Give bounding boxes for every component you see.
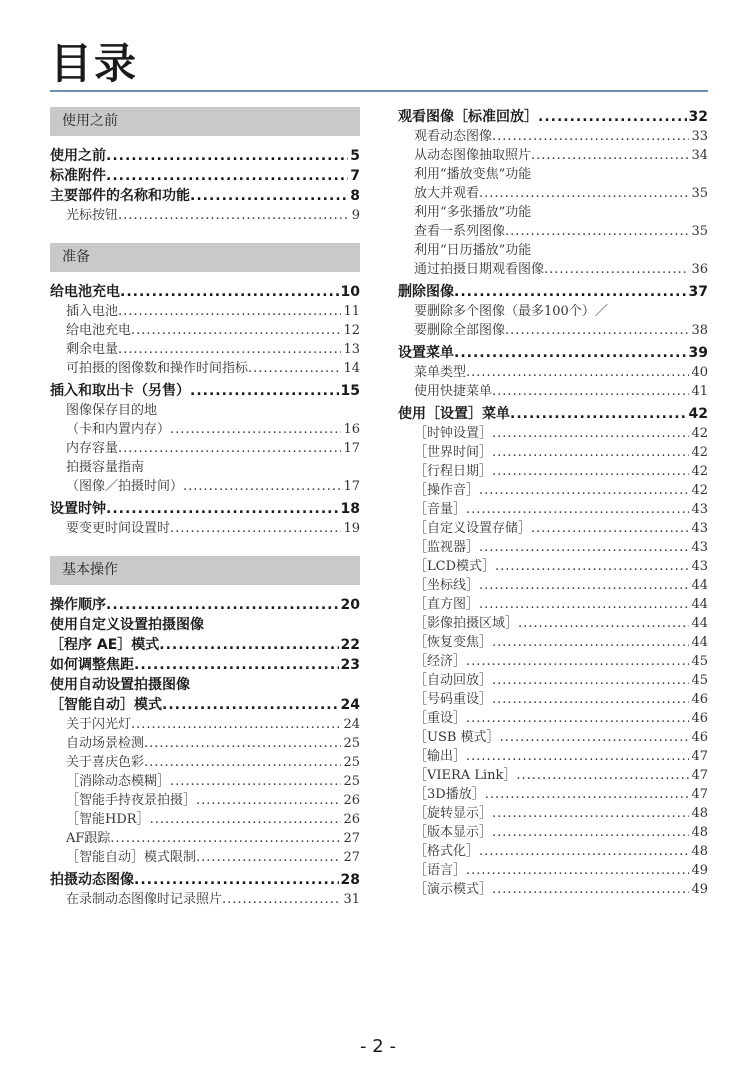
toc-page-number: 42: [691, 426, 708, 441]
toc-page-number: 26: [343, 812, 360, 827]
toc-entry-title: 查看一系列图像: [414, 224, 506, 239]
toc-entry-title: 插入和取出卡（另售）: [50, 383, 190, 399]
toc-entry-title: ［旋转显示］: [414, 806, 493, 821]
toc-entry[interactable]: [398, 343, 708, 363]
toc-entry-title: 删除图像: [398, 284, 454, 300]
toc-page-number: 8: [350, 188, 360, 204]
dot-leader: [479, 184, 689, 203]
toc-page-number: 22: [340, 637, 360, 653]
toc-entry-title: ［版本显示］: [414, 825, 493, 840]
toc-page-number: 35: [691, 224, 708, 239]
toc-entry-title: 拍摄容量指南: [66, 460, 145, 475]
dot-leader: [170, 772, 341, 791]
toc-page-number: 44: [691, 616, 708, 631]
toc-entry[interactable]: [50, 635, 360, 655]
toc-entry-title: ［经济］: [414, 654, 467, 669]
toc-entry-title: ［语言］: [414, 863, 467, 878]
dot-leader: [118, 206, 350, 225]
dot-leader: [183, 477, 341, 496]
toc-entry-title: （卡和内置内存）: [66, 422, 171, 437]
toc-entry-title: 使用自定义设置拍摄图像: [50, 617, 204, 633]
toc-entry-title: 如何调整焦距: [50, 657, 134, 673]
toc-subentry[interactable]: [398, 842, 708, 861]
toc-subentry[interactable]: [398, 241, 708, 260]
dot-leader: [531, 519, 689, 538]
toc-subentry[interactable]: [398, 321, 708, 340]
toc-page-number: 45: [691, 654, 708, 669]
toc-subentry[interactable]: [398, 557, 708, 576]
toc-entry-title: 给电池充电: [66, 323, 132, 338]
dot-leader: [134, 655, 339, 675]
dot-leader: [118, 439, 341, 458]
toc-page-number: 24: [340, 697, 360, 713]
toc-page-number: 5: [350, 148, 360, 164]
toc-page-number: 47: [691, 768, 708, 783]
toc-entry-title: ［智能自动］模式限制: [66, 850, 197, 865]
toc-entry-title: ［操作音］: [414, 483, 480, 498]
toc-page-number: 46: [691, 730, 708, 745]
toc-page-number: 13: [343, 342, 360, 357]
dot-leader: [479, 576, 689, 595]
dot-leader: [466, 652, 689, 671]
toc-entry-title: ［消除动态模糊］: [66, 774, 171, 789]
toc-entry-title: 利用“播放变焦”功能: [414, 167, 532, 182]
toc-entry-title: ［USB 模式］: [414, 730, 500, 745]
dot-leader: [134, 870, 339, 890]
toc-page-number: 9: [351, 208, 360, 223]
toc-subentry[interactable]: [398, 633, 708, 652]
toc-subentry[interactable]: [50, 439, 360, 458]
dot-leader: [479, 595, 689, 614]
title-divider: [50, 90, 708, 92]
dot-leader: [131, 321, 341, 340]
toc-entry-title: 内存容量: [66, 441, 119, 456]
toc-page-number: 10: [340, 284, 360, 300]
toc-subentry[interactable]: [50, 477, 360, 496]
dot-leader: [106, 595, 339, 615]
section-heading: 准备: [50, 243, 360, 272]
toc-left-column: [50, 107, 360, 909]
toc-entry-title: ［监视器］: [414, 540, 480, 555]
toc-subentry[interactable]: [398, 804, 708, 823]
toc-entry-title: 图像保存目的地: [66, 403, 158, 418]
dot-leader: [466, 500, 689, 519]
dot-leader: [492, 462, 689, 481]
dot-leader: [150, 810, 342, 829]
dot-leader: [505, 321, 689, 340]
toc-subentry[interactable]: [50, 302, 360, 321]
toc-subentry[interactable]: [398, 595, 708, 614]
toc-entry-title: 利用“日历播放”功能: [414, 243, 532, 258]
toc-subentry[interactable]: [50, 206, 360, 225]
dot-leader: [144, 734, 341, 753]
toc-entry-title: ［智能HDR］: [66, 812, 150, 827]
toc-entry-title: ［行程日期］: [414, 464, 493, 479]
toc-subentry[interactable]: [398, 500, 708, 519]
toc-entry-title: 使用快捷菜单: [414, 384, 493, 399]
toc-page-number: 15: [340, 383, 360, 399]
toc-page-number: 20: [340, 597, 360, 613]
dot-leader: [106, 146, 348, 166]
toc-entry[interactable]: [50, 655, 360, 675]
toc-subentry[interactable]: [50, 848, 360, 867]
dot-leader: [538, 107, 687, 127]
toc-page-number: 27: [343, 850, 360, 865]
dot-leader: [196, 848, 341, 867]
toc-entry-title: ［坐标线］: [414, 578, 480, 593]
toc-entry[interactable]: [398, 404, 708, 424]
toc-subentry[interactable]: [50, 340, 360, 359]
toc-subentry[interactable]: [50, 772, 360, 791]
toc-page-number: 42: [691, 483, 708, 498]
toc-subentry[interactable]: [50, 753, 360, 772]
toc-entry-title: ［3D播放］: [414, 787, 485, 802]
dot-leader: [190, 186, 348, 206]
toc-entry-title: ［号码重设］: [414, 692, 493, 707]
toc-page-number: 12: [343, 323, 360, 338]
toc-subentry[interactable]: [398, 747, 708, 766]
dot-leader: [518, 614, 689, 633]
toc-page-number: 44: [691, 635, 708, 650]
toc-entry-title: 设置时钟: [50, 501, 106, 517]
toc-subentry[interactable]: [398, 880, 708, 899]
toc-entry-title: 要删除全部图像: [414, 323, 506, 338]
toc-entry[interactable]: [50, 499, 360, 519]
toc-entry-title: 从动态图像抽取照片: [414, 148, 532, 163]
toc-entry[interactable]: [50, 595, 360, 615]
toc-page-number: 19: [343, 521, 360, 536]
toc-subentry[interactable]: [398, 614, 708, 633]
toc-subentry[interactable]: [398, 671, 708, 690]
dot-leader: [492, 804, 689, 823]
toc-entry-title: 操作顺序: [50, 597, 106, 613]
toc-page-number: 42: [688, 406, 708, 422]
dot-leader: [162, 695, 339, 715]
toc-subentry[interactable]: [50, 458, 360, 477]
page-number: - 2 -: [360, 1036, 396, 1057]
toc-page-number: 25: [343, 774, 360, 789]
dot-leader: [495, 557, 689, 576]
toc-entry[interactable]: [50, 870, 360, 890]
toc-entry[interactable]: [50, 186, 360, 206]
toc-entry-title: 在录制动态图像时记录照片: [66, 892, 223, 907]
toc-right-column: [398, 107, 708, 899]
toc-page-number: 17: [343, 441, 360, 456]
toc-page-number: 42: [691, 464, 708, 479]
toc-page-number: 26: [343, 793, 360, 808]
toc-subentry[interactable]: [398, 519, 708, 538]
toc-subentry[interactable]: [398, 146, 708, 165]
dot-leader: [170, 420, 341, 439]
toc-subentry[interactable]: [398, 302, 708, 321]
toc-page-number: 49: [691, 863, 708, 878]
dot-leader: [492, 690, 689, 709]
toc-subentry[interactable]: [50, 519, 360, 538]
toc-subentry[interactable]: [50, 359, 360, 378]
dot-leader: [118, 340, 341, 359]
dot-leader: [485, 785, 690, 804]
toc-entry-title: 关于闪光灯: [66, 717, 132, 732]
toc-subentry[interactable]: [398, 823, 708, 842]
toc-entry-title: ［LCD模式］: [414, 559, 496, 574]
toc-page-number: 46: [691, 692, 708, 707]
toc-page-number: 28: [340, 872, 360, 888]
dot-leader: [466, 861, 689, 880]
dot-leader: [118, 302, 341, 321]
dot-leader: [466, 747, 689, 766]
toc-entry-title: 利用“多张播放”功能: [414, 205, 532, 220]
toc-entry[interactable]: [50, 381, 360, 401]
dot-leader: [492, 382, 689, 401]
toc-page-number: 25: [343, 736, 360, 751]
toc-subentry[interactable]: [398, 424, 708, 443]
toc-subentry[interactable]: [398, 538, 708, 557]
toc-subentry[interactable]: [398, 728, 708, 747]
toc-subentry[interactable]: [50, 401, 360, 420]
dot-leader: [492, 424, 689, 443]
dot-leader: [492, 823, 689, 842]
toc-entry-title: ［直方图］: [414, 597, 480, 612]
toc-entry-title: 给电池充电: [50, 284, 120, 300]
toc-entry[interactable]: [50, 615, 360, 635]
toc-page-number: 47: [691, 787, 708, 802]
toc-entry-title: ［音量］: [414, 502, 467, 517]
dot-leader: [248, 359, 341, 378]
dot-leader: [492, 443, 689, 462]
toc-page-number: 39: [688, 345, 708, 361]
toc-subentry[interactable]: [398, 785, 708, 804]
toc-page-number: 17: [343, 479, 360, 494]
toc-entry-title: ［重设］: [414, 711, 467, 726]
toc-entry-title: 主要部件的名称和功能: [50, 188, 190, 204]
toc-page-number: 27: [343, 831, 360, 846]
toc-entry-title: ［智能手持夜景拍摄］: [66, 793, 197, 808]
toc-subentry[interactable]: [398, 690, 708, 709]
toc-page-number: 45: [691, 673, 708, 688]
dot-leader: [492, 127, 689, 146]
toc-subentry[interactable]: [398, 652, 708, 671]
dot-leader: [516, 766, 689, 785]
toc-entry-title: 使用［设置］菜单: [398, 406, 510, 422]
toc-entry-title: 拍摄动态图像: [50, 872, 134, 888]
toc-entry-title: 使用之前: [50, 148, 106, 164]
dot-leader: [492, 633, 689, 652]
toc-entry-title: 光标按钮: [66, 208, 119, 223]
toc-subentry[interactable]: [398, 709, 708, 728]
toc-entry-title: 要变更时间设置时: [66, 521, 171, 536]
toc-subentry[interactable]: [398, 766, 708, 785]
dot-leader: [131, 715, 341, 734]
toc-subentry[interactable]: [50, 321, 360, 340]
toc-subentry[interactable]: [398, 382, 708, 401]
toc-page-number: 43: [691, 521, 708, 536]
toc-page-number: 7: [350, 168, 360, 184]
toc-entry-title: 要删除多个图像（最多100个）／: [414, 304, 608, 319]
dot-leader: [510, 404, 687, 424]
dot-leader: [110, 829, 341, 848]
toc-page-number: 38: [691, 323, 708, 338]
toc-entry-title: ［世界时间］: [414, 445, 493, 460]
toc-entry-title: 剩余电量: [66, 342, 119, 357]
toc-entry-title: 菜单类型: [414, 365, 467, 380]
toc-entry-title: ［智能自动］模式: [50, 697, 162, 713]
toc-page-number: 24: [343, 717, 360, 732]
toc-entry[interactable]: [50, 675, 360, 695]
toc-subentry[interactable]: [398, 576, 708, 595]
toc-entry-title: 自动场景检测: [66, 736, 145, 751]
toc-page-number: 11: [343, 304, 360, 319]
toc-page-number: 34: [691, 148, 708, 163]
toc-page-number: 49: [691, 882, 708, 897]
dot-leader: [479, 538, 689, 557]
toc-subentry[interactable]: [50, 890, 360, 909]
dot-leader: [531, 146, 689, 165]
toc-entry-title: 放大并观看: [414, 186, 480, 201]
toc-page-number: 37: [688, 284, 708, 300]
toc-entry[interactable]: [398, 107, 708, 127]
toc-subentry[interactable]: [50, 810, 360, 829]
toc-subentry[interactable]: [50, 791, 360, 810]
dot-leader: [466, 363, 689, 382]
toc-page-number: 16: [343, 422, 360, 437]
dot-leader: [196, 791, 341, 810]
dot-leader: [190, 381, 339, 401]
toc-entry-title: 观看图像［标准回放］: [398, 109, 538, 125]
dot-leader: [106, 499, 339, 519]
toc-page-number: 44: [691, 597, 708, 612]
dot-leader: [170, 519, 341, 538]
toc-subentry[interactable]: [398, 222, 708, 241]
toc-page-number: 43: [691, 540, 708, 555]
dot-leader: [466, 709, 689, 728]
dot-leader: [159, 635, 338, 655]
toc-page-number: 40: [691, 365, 708, 380]
toc-page-number: 47: [691, 749, 708, 764]
dot-leader: [505, 222, 689, 241]
dot-leader: [222, 890, 341, 909]
toc-page-number: 36: [691, 262, 708, 277]
toc-subentry[interactable]: [398, 443, 708, 462]
toc-page-number: 32: [688, 109, 708, 125]
toc-entry-title: ［程序 AE］模式: [50, 637, 160, 653]
toc-page-number: 23: [340, 657, 360, 673]
toc-entry[interactable]: [398, 282, 708, 302]
toc-subentry[interactable]: [50, 829, 360, 848]
toc-entry[interactable]: [50, 166, 360, 186]
page-title: 目录: [50, 39, 139, 88]
toc-page-number: 43: [691, 502, 708, 517]
toc-page-number: 43: [691, 559, 708, 574]
toc-subentry[interactable]: [50, 715, 360, 734]
dot-leader: [106, 166, 348, 186]
toc-subentry[interactable]: [398, 462, 708, 481]
toc-page-number: 48: [691, 825, 708, 840]
toc-entry-title: 通过拍摄日期观看图像: [414, 262, 545, 277]
section-heading: 基本操作: [50, 556, 360, 585]
toc-subentry[interactable]: [398, 481, 708, 500]
toc-entry-title: 插入电池: [66, 304, 119, 319]
toc-entry-title: ［输出］: [414, 749, 467, 764]
toc-page-number: 14: [343, 361, 360, 376]
toc-subentry[interactable]: [398, 127, 708, 146]
dot-leader: [454, 343, 687, 363]
dot-leader: [492, 671, 689, 690]
toc-entry-title: AF跟踪: [66, 831, 111, 846]
toc-page-number: 41: [691, 384, 708, 399]
toc-page-number: 35: [691, 186, 708, 201]
toc-page-number: 33: [691, 129, 708, 144]
toc-subentry[interactable]: [50, 420, 360, 439]
toc-subentry[interactable]: [398, 184, 708, 203]
toc-page-number: 46: [691, 711, 708, 726]
dot-leader: [144, 753, 341, 772]
toc-subentry[interactable]: [398, 260, 708, 279]
toc-entry-title: ［演示模式］: [414, 882, 493, 897]
dot-leader: [500, 728, 690, 747]
toc-entry-title: ［VIERA Link］: [414, 768, 517, 783]
toc-entry-title: 观看动态图像: [414, 129, 493, 144]
toc-entry-title: 设置菜单: [398, 345, 454, 361]
dot-leader: [454, 282, 687, 302]
toc-entry-title: 使用自动设置拍摄图像: [50, 677, 190, 693]
toc-subentry[interactable]: [398, 165, 708, 184]
dot-leader: [479, 481, 689, 500]
toc-page-number: 48: [691, 806, 708, 821]
toc-page-number: 48: [691, 844, 708, 859]
dot-leader: [492, 880, 689, 899]
dot-leader: [120, 282, 339, 302]
toc-entry[interactable]: [50, 695, 360, 715]
toc-entry-title: 可拍摄的图像数和操作时间指标: [66, 361, 249, 376]
toc-entry[interactable]: [50, 282, 360, 302]
toc-entry-title: ［自定义设置存储］: [414, 521, 532, 536]
toc-entry-title: ［时钟设置］: [414, 426, 493, 441]
toc-entry-title: ［恢复变焦］: [414, 635, 493, 650]
toc-entry-title: ［格式化］: [414, 844, 480, 859]
dot-leader: [479, 842, 689, 861]
toc-page-number: 25: [343, 755, 360, 770]
toc-page-number: 44: [691, 578, 708, 593]
toc-subentry[interactable]: [398, 203, 708, 222]
toc-page-number: 18: [340, 501, 360, 517]
toc-page-number: 31: [343, 892, 360, 907]
dot-leader: [544, 260, 689, 279]
toc-entry-title: ［自动回放］: [414, 673, 493, 688]
toc-subentry[interactable]: [398, 861, 708, 880]
toc-entry-title: ［影像拍摄区域］: [414, 616, 519, 631]
toc-page-number: 42: [691, 445, 708, 460]
toc-entry[interactable]: [50, 146, 360, 166]
section-heading: 使用之前: [50, 107, 360, 136]
toc-entry-title: 关于喜庆色彩: [66, 755, 145, 770]
toc-entry-title: 标准附件: [50, 168, 106, 184]
toc-subentry[interactable]: [50, 734, 360, 753]
toc-subentry[interactable]: [398, 363, 708, 382]
toc-entry-title: （图像／拍摄时间）: [66, 479, 184, 494]
